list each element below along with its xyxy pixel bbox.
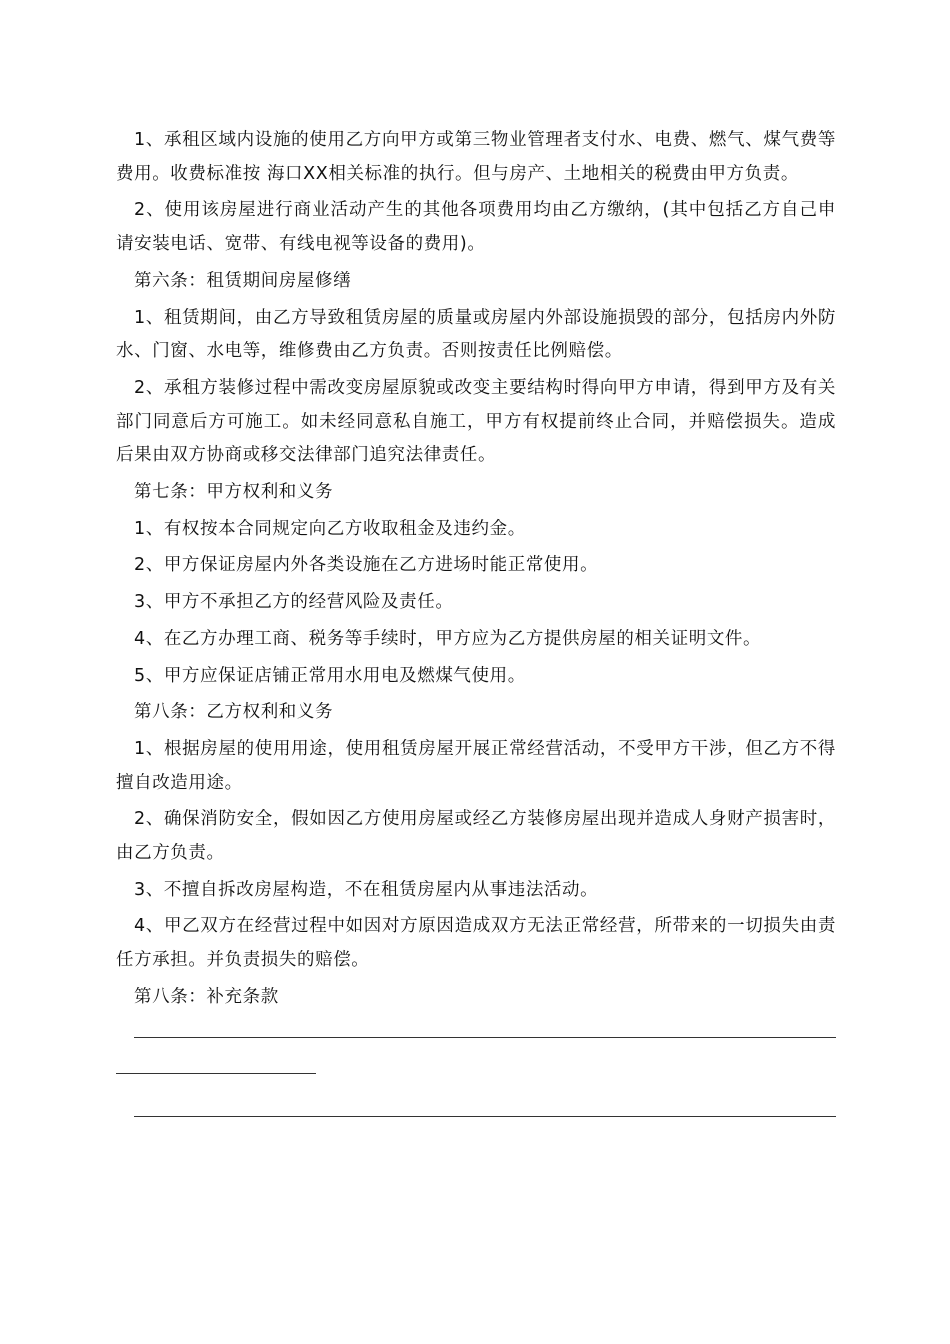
clause-paragraph: 2、甲方保证房屋内外各类设施在乙方进场时能正常使用。 bbox=[134, 555, 599, 576]
blank-line bbox=[134, 1116, 836, 1117]
fill-in-blank-area bbox=[116, 1097, 836, 1135]
clause-paragraph: 2、使用该房屋进行商业活动产生的其他各项费用均由乙方缴纳，(其中包括乙方自己申请安装电话、宽带、有线电视等设备的费用)。 bbox=[116, 200, 836, 255]
section-heading: 第八条：补充条款 bbox=[134, 986, 279, 1007]
blank-line bbox=[134, 1037, 836, 1038]
section-heading: 第八条：乙方权利和义务 bbox=[134, 702, 334, 723]
clause-paragraph: 1、有权按本合同规定向乙方收取租金及违约金。 bbox=[134, 518, 526, 539]
clause-paragraph: 1、承租区域内设施的使用乙方向甲方或第三物业管理者支付水、电费、燃气、煤气费等费用。收费标准按 海口XX相关标准的执行。但与房产、土地相关的税费由甲方负责。 bbox=[116, 130, 836, 184]
section-heading: 第六条：租赁期间房屋修缮 bbox=[134, 270, 352, 291]
clause-paragraph: 1、租赁期间，由乙方导致租赁房屋的质量或房屋内外部设施损毁的部分，包括房内外防水、门窗、水电等，维修费由乙方负责。否则按责任比例赔偿。 bbox=[116, 307, 836, 362]
clause-paragraph: 5、甲方应保证店铺正常用水用电及燃煤气使用。 bbox=[134, 665, 526, 686]
clause-paragraph: 2、确保消防安全，假如因乙方使用房屋或经乙方装修房屋出现并造成人身财产损害时，由乙方负责。 bbox=[116, 809, 836, 864]
clause-paragraph: 4、在乙方办理工商、税务等手续时，甲方应为乙方提供房屋的相关证明文件。 bbox=[134, 628, 762, 649]
clause-paragraph: 3、不擅自拆改房屋构造，不在租赁房屋内从事违法活动。 bbox=[134, 879, 599, 900]
clause-paragraph: 3、甲方不承担乙方的经营风险及责任。 bbox=[134, 592, 454, 613]
document-body bbox=[116, 124, 836, 1138]
clause-paragraph: 4、甲乙双方在经营过程中如因对方原因造成双方无法正常经营，所带来的一切损失由责任方承担。并负责损失的赔偿。 bbox=[116, 916, 836, 971]
clause-paragraph: 1、根据房屋的使用用途，使用租赁房屋开展正常经营活动，不受甲方干涉，但乙方不得擅自改造用途。 bbox=[116, 738, 836, 793]
section-heading: 第七条：甲方权利和义务 bbox=[134, 482, 334, 503]
fill-in-blank-area bbox=[116, 1018, 836, 1056]
blank-line bbox=[116, 1073, 316, 1074]
clause-paragraph: 2、承租方装修过程中需改变房屋原貌或改变主要结构时得向甲方申请，得到甲方及有关部门同意后方可施工。如未经同意私自施工，甲方有权提前终止合同，并赔偿损失。造成后果由双方协商或移交法律部门追究法律责任。 bbox=[116, 377, 836, 466]
